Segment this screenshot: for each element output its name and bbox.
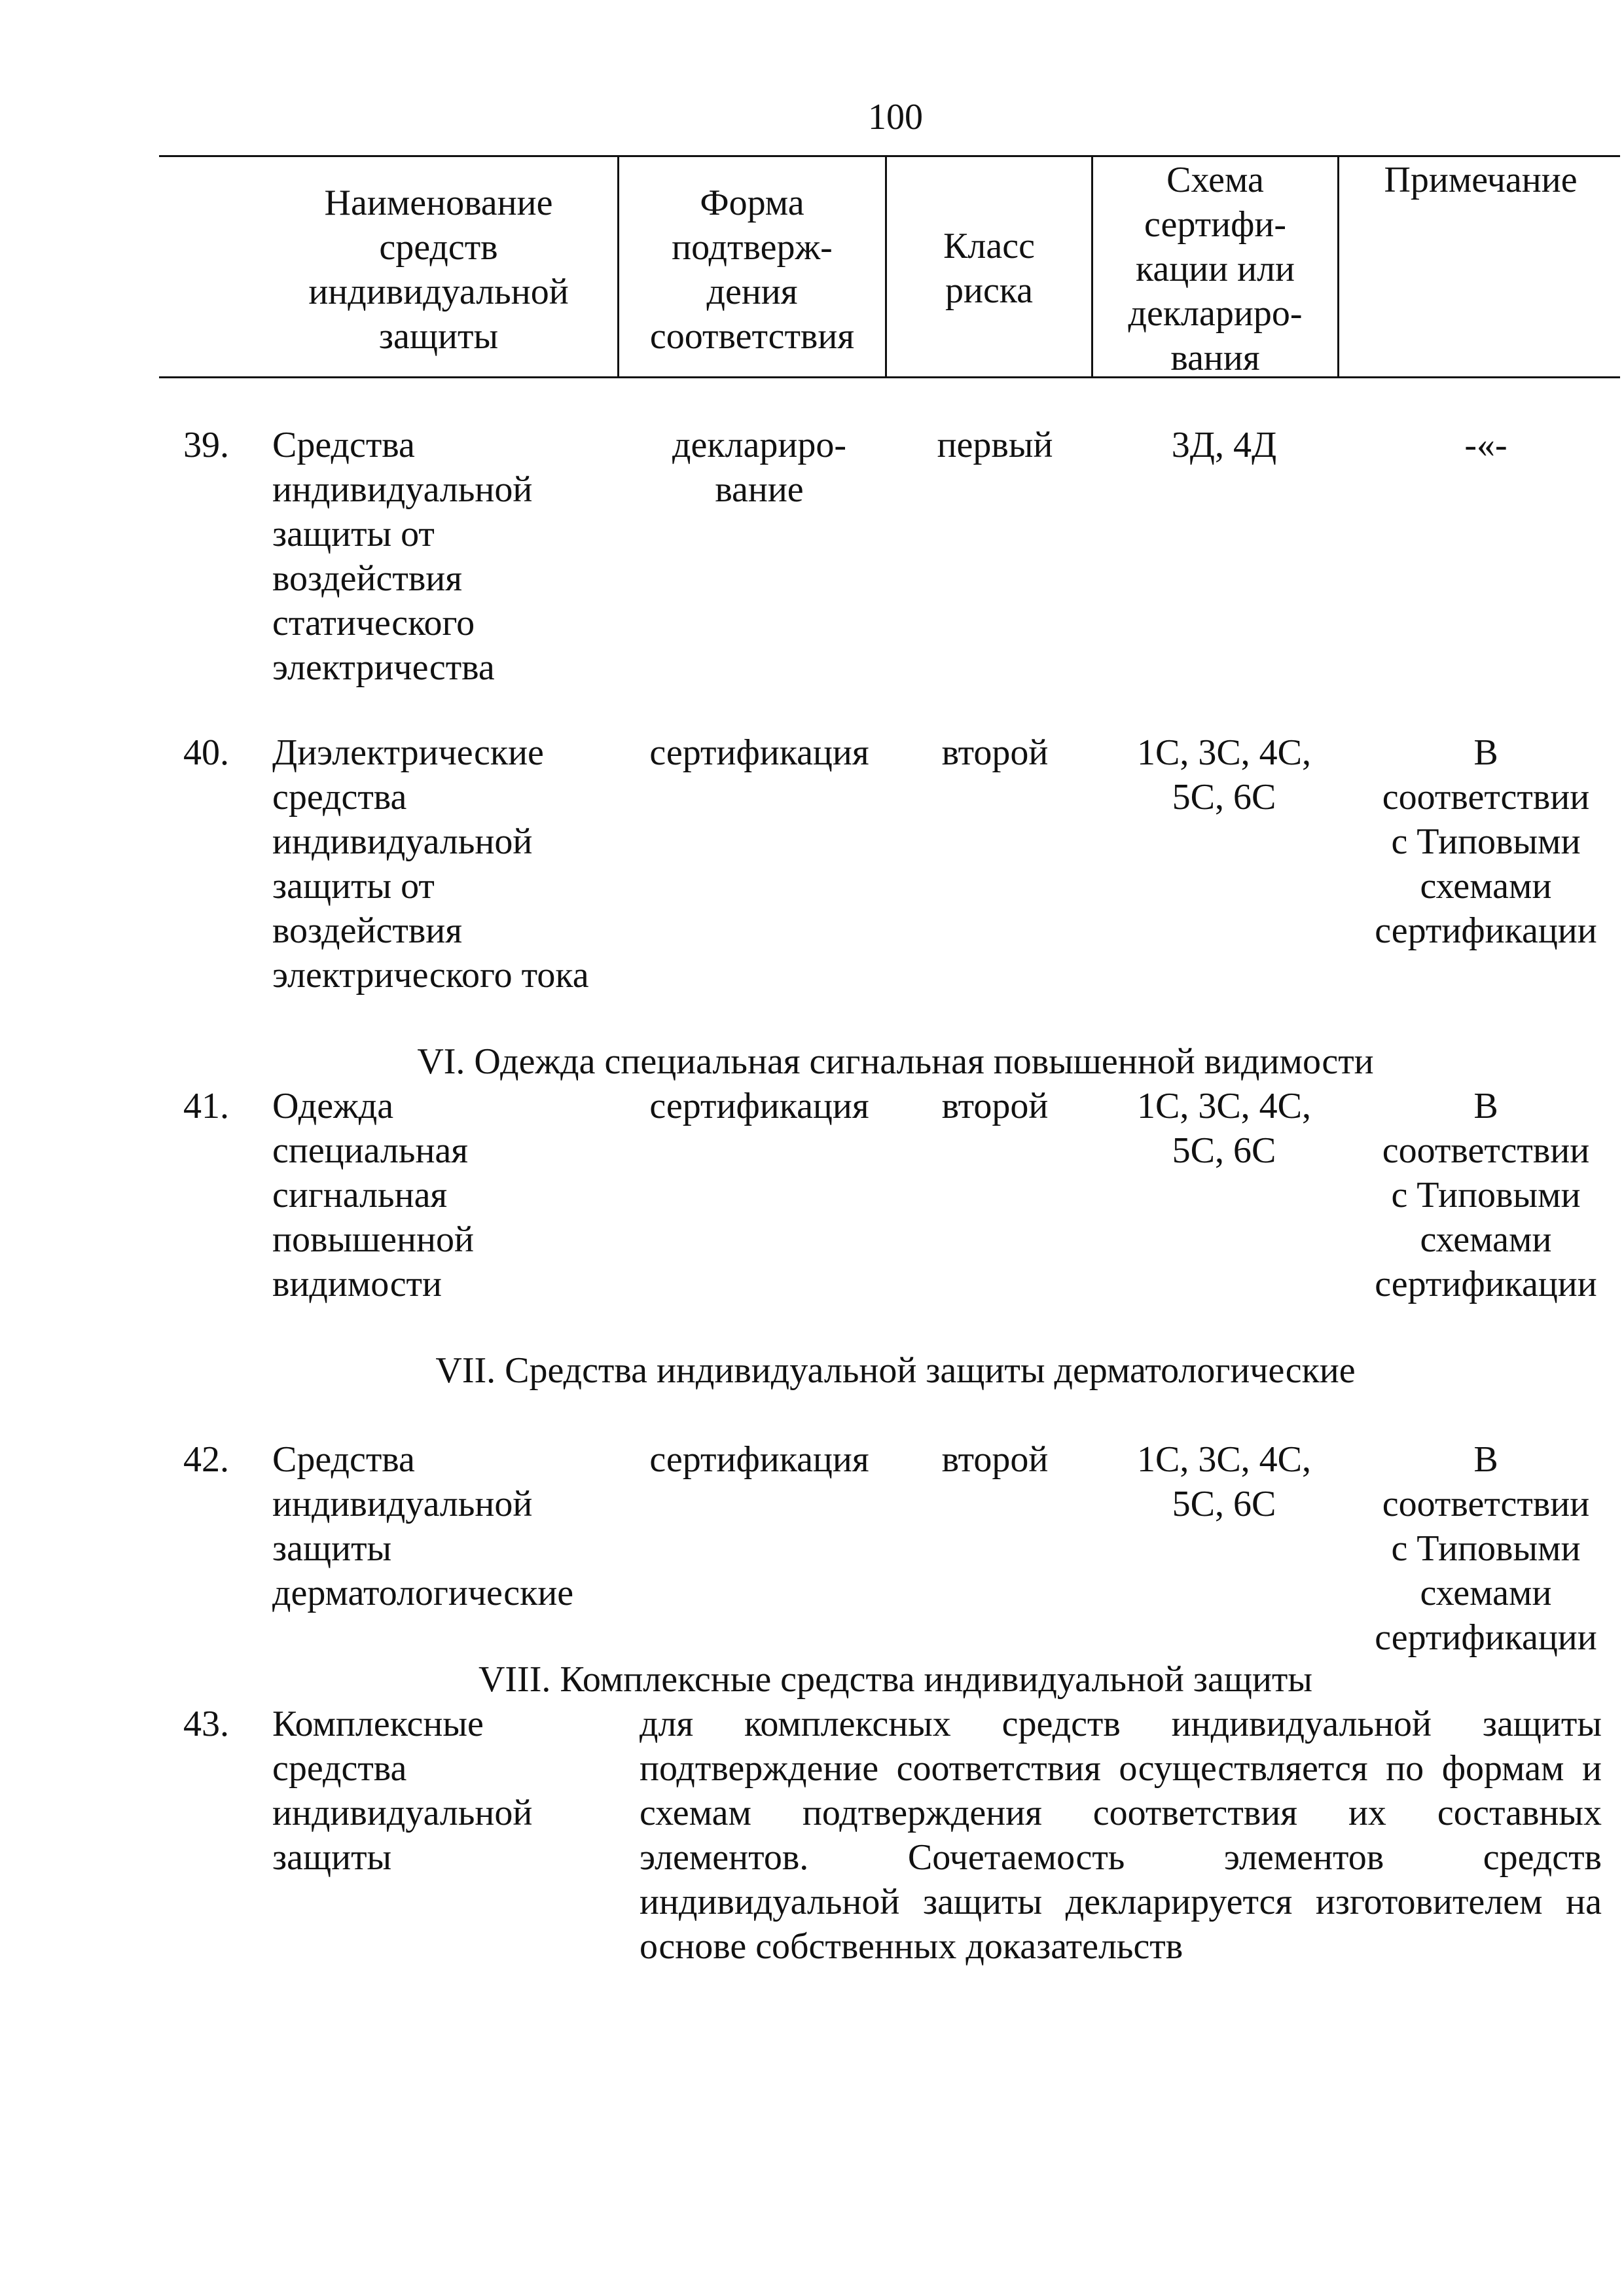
header-line: деклариро- [1128, 293, 1303, 334]
cell-line: средства [272, 1748, 407, 1789]
cell-line: специальная [272, 1130, 469, 1171]
row-merged-text [640, 1702, 1602, 1969]
cell-line: второй [941, 732, 1049, 773]
row-note [1348, 1437, 1623, 1660]
row-risk-class [897, 1084, 1093, 1128]
row-form [625, 1437, 893, 1482]
row-name [272, 423, 626, 690]
cell-line: Диэлектрические [272, 732, 544, 773]
header-line: соответствия [649, 316, 855, 357]
row-name [272, 730, 626, 997]
cell-line: Одежда [272, 1086, 394, 1126]
header-line: Форма [700, 183, 804, 223]
cell-line: индивидуальной [272, 469, 533, 510]
cell-line: В [1473, 732, 1498, 773]
cell-line: средства [272, 777, 407, 817]
cell-line: -«- [1464, 425, 1507, 465]
cell-line: с Типовыми [1391, 1175, 1581, 1215]
page-number: 100 [868, 97, 923, 137]
text-line: основе собственных доказательств [640, 1926, 1183, 1967]
cell-line: воздействия [272, 558, 462, 599]
row-number: 41. [183, 1086, 229, 1126]
row-scheme [1113, 730, 1335, 819]
cell-line: сертификации [1375, 910, 1597, 951]
cell-line: воздействия [272, 910, 462, 951]
row-risk-class [897, 1437, 1093, 1482]
cell-line: повышенной [272, 1219, 474, 1260]
cell-line: соответствии [1382, 1484, 1590, 1524]
text-line: подтверждение соответствия осуществляется по формам и [640, 1748, 1602, 1789]
header-line: сертифи- [1144, 204, 1286, 245]
row-name [272, 1084, 626, 1306]
row-scheme [1113, 1437, 1335, 1526]
text-line: схемам подтверждения соответствия их составных [640, 1793, 1602, 1833]
cell-line: соответствии [1382, 1130, 1590, 1171]
header-line: кации или [1135, 249, 1295, 289]
cell-line: с Типовыми [1391, 1528, 1581, 1569]
cell-line: сигнальная [272, 1175, 448, 1215]
header-line: Наименование [324, 183, 553, 223]
header-line: Класс [943, 226, 1035, 266]
section-heading: VI. Одежда специальная сигнальная повышенной видимости [417, 1041, 1374, 1082]
row-risk-class [897, 423, 1093, 467]
row-name [272, 1437, 626, 1615]
cell-line: 5С, 6С [1172, 777, 1276, 817]
cell-line: электричества [272, 647, 495, 688]
cell-line: индивидуальной [272, 821, 533, 862]
cell-line: 1С, 3С, 4С, [1136, 1439, 1312, 1480]
row-number: 39. [183, 425, 229, 465]
header-form [619, 181, 885, 359]
row-number: 43. [183, 1704, 229, 1744]
header-risk-class [887, 224, 1091, 313]
cell-line: индивидуальной [272, 1793, 533, 1833]
header-line: дения [706, 272, 798, 312]
header-bottom-rule [159, 376, 1620, 378]
cell-line: видимости [272, 1264, 442, 1304]
cell-line: сертификация [649, 1086, 869, 1126]
cell-line: схемами [1420, 866, 1552, 906]
cell-line: 5С, 6С [1172, 1130, 1276, 1171]
row-form [625, 1084, 893, 1128]
cell-line: защиты [272, 1837, 392, 1878]
cell-line: деклариро- [672, 425, 846, 465]
cell-line: сертификации [1375, 1617, 1597, 1658]
cell-line: второй [941, 1086, 1049, 1126]
row-note [1348, 423, 1623, 467]
cell-line: защиты [272, 1528, 392, 1569]
cell-line: с Типовыми [1391, 821, 1581, 862]
row-scheme [1113, 1084, 1335, 1173]
header-line: риска [945, 270, 1034, 311]
cell-line: 1С, 3С, 4С, [1136, 1086, 1312, 1126]
row-risk-class [897, 730, 1093, 775]
cell-line: сертификации [1375, 1264, 1597, 1304]
cell-line: первый [937, 425, 1053, 465]
header-scheme [1093, 158, 1337, 380]
header-note [1339, 158, 1622, 202]
cell-line: 5С, 6С [1172, 1484, 1276, 1524]
cell-line: сертификация [649, 732, 869, 773]
cell-line: В [1473, 1439, 1498, 1480]
row-number: 40. [183, 732, 229, 773]
row-form [625, 423, 893, 512]
row-scheme [1113, 423, 1335, 467]
cell-line: дерматологические [272, 1573, 574, 1613]
cell-line: Средства [272, 425, 415, 465]
header-line: индивидуальной [308, 272, 569, 312]
header-line: защиты [378, 316, 499, 357]
text-line: для комплексных средств индивидуальной защиты [640, 1704, 1602, 1744]
cell-line: схемами [1420, 1219, 1552, 1260]
cell-line: второй [941, 1439, 1049, 1480]
header-line: Примечание [1384, 160, 1578, 200]
row-note [1348, 730, 1623, 953]
text-line: индивидуальной защиты декларируется изготовителем на [640, 1882, 1602, 1922]
section-heading: VIII. Комплексные средства индивидуальной защиты [478, 1659, 1313, 1700]
cell-line: индивидуальной [272, 1484, 533, 1524]
row-name [272, 1702, 626, 1880]
header-line: средств [379, 227, 498, 268]
cell-line: 3Д, 4Д [1171, 425, 1277, 465]
cell-line: вание [715, 469, 804, 510]
text-line: элементов. Сочетаемость элементов средств [640, 1837, 1602, 1878]
header-line: Схема [1166, 160, 1264, 200]
row-form [625, 730, 893, 775]
cell-line: 1С, 3С, 4С, [1136, 732, 1312, 773]
row-number: 42. [183, 1439, 229, 1480]
cell-line: защиты от [272, 514, 435, 554]
cell-line: защиты от [272, 866, 435, 906]
cell-line: В [1473, 1086, 1498, 1126]
cell-line: Комплексные [272, 1704, 484, 1744]
cell-line: электрического тока [272, 955, 589, 996]
header-line: подтверж- [672, 227, 833, 268]
row-note [1348, 1084, 1623, 1306]
cell-line: схемами [1420, 1573, 1552, 1613]
cell-line: Средства [272, 1439, 415, 1480]
cell-line: сертификация [649, 1439, 869, 1480]
cell-line: статического [272, 603, 475, 643]
header-name [262, 181, 615, 359]
section-heading: VII. Средства индивидуальной защиты дерматологические [435, 1350, 1356, 1391]
header-line: вания [1170, 338, 1260, 378]
cell-line: соответствии [1382, 777, 1590, 817]
header-top-rule [159, 155, 1620, 157]
